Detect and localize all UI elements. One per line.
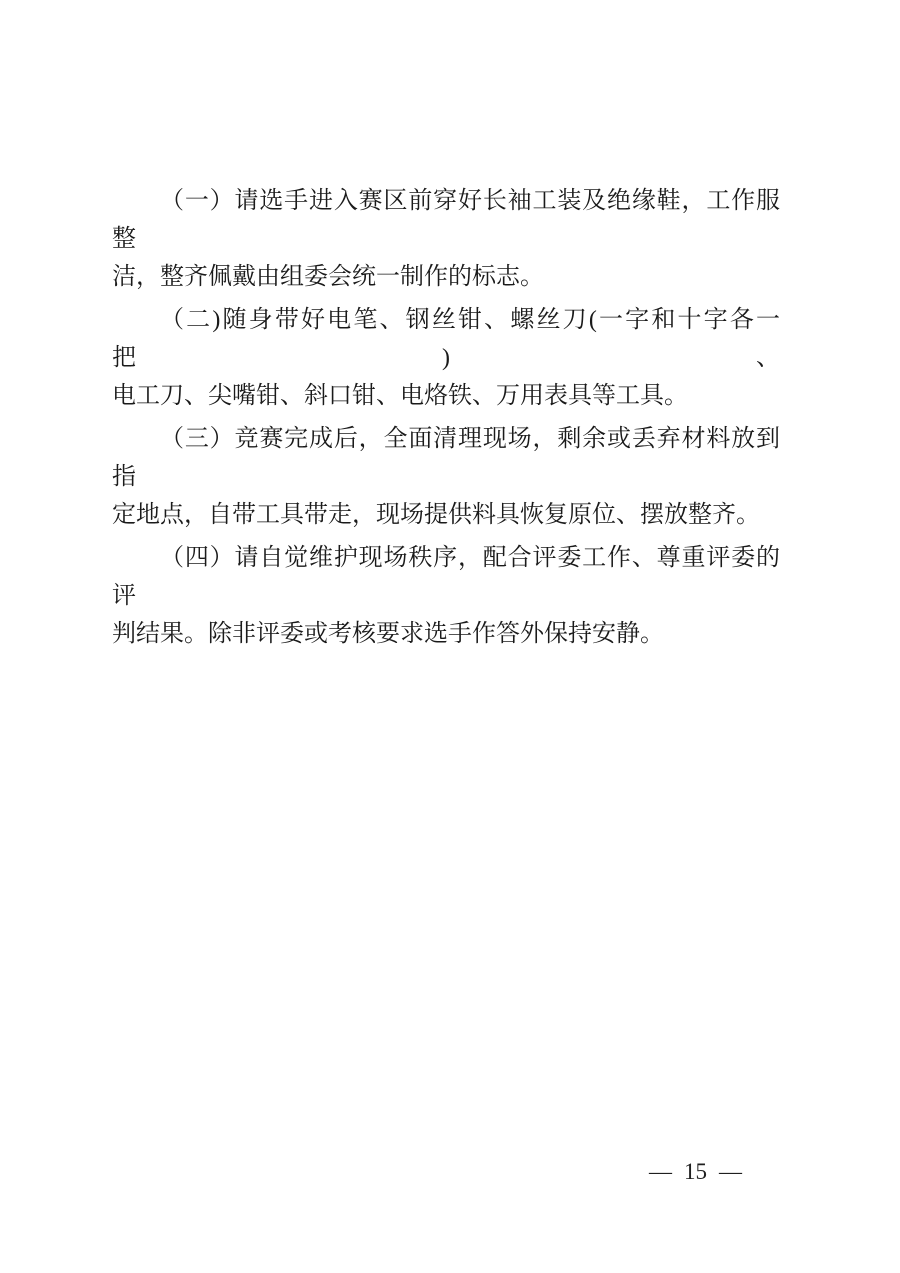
paragraph-1	[112, 182, 780, 296]
text-line: 判结果。除非评委或考核要求选手作答外保持安静。	[112, 621, 664, 647]
text-line: （四）请自觉维护现场秩序，配合评委工作、尊重评委的评	[112, 545, 780, 609]
page-number-dash-right: —	[719, 1159, 742, 1184]
paragraph-4	[112, 539, 780, 653]
paragraph-3	[112, 420, 780, 534]
text-line: 洁，整齐佩戴由组委会统一制作的标志。	[112, 264, 544, 290]
page-number-value: 15	[684, 1159, 707, 1184]
text-line: 定地点，自带工具带走，现场提供料具恢复原位、摆放整齐。	[112, 502, 760, 528]
text-line: （三）竞赛完成后，全面清理现场，剩余或丢弃材料放到指	[112, 426, 780, 490]
paragraph-2	[112, 301, 780, 415]
page-number	[649, 1158, 742, 1186]
text-line: 电工刀、尖嘴钳、斜口钳、电烙铁、万用表具等工具。	[112, 383, 688, 409]
page-number-dash-left: —	[649, 1159, 672, 1184]
document-body	[112, 182, 780, 658]
text-line: （一）请选手进入赛区前穿好长袖工装及绝缘鞋，工作服整	[112, 188, 780, 252]
text-line: （二)随身带好电笔、钢丝钳、螺丝刀(一字和十字各一把)、	[112, 307, 780, 371]
